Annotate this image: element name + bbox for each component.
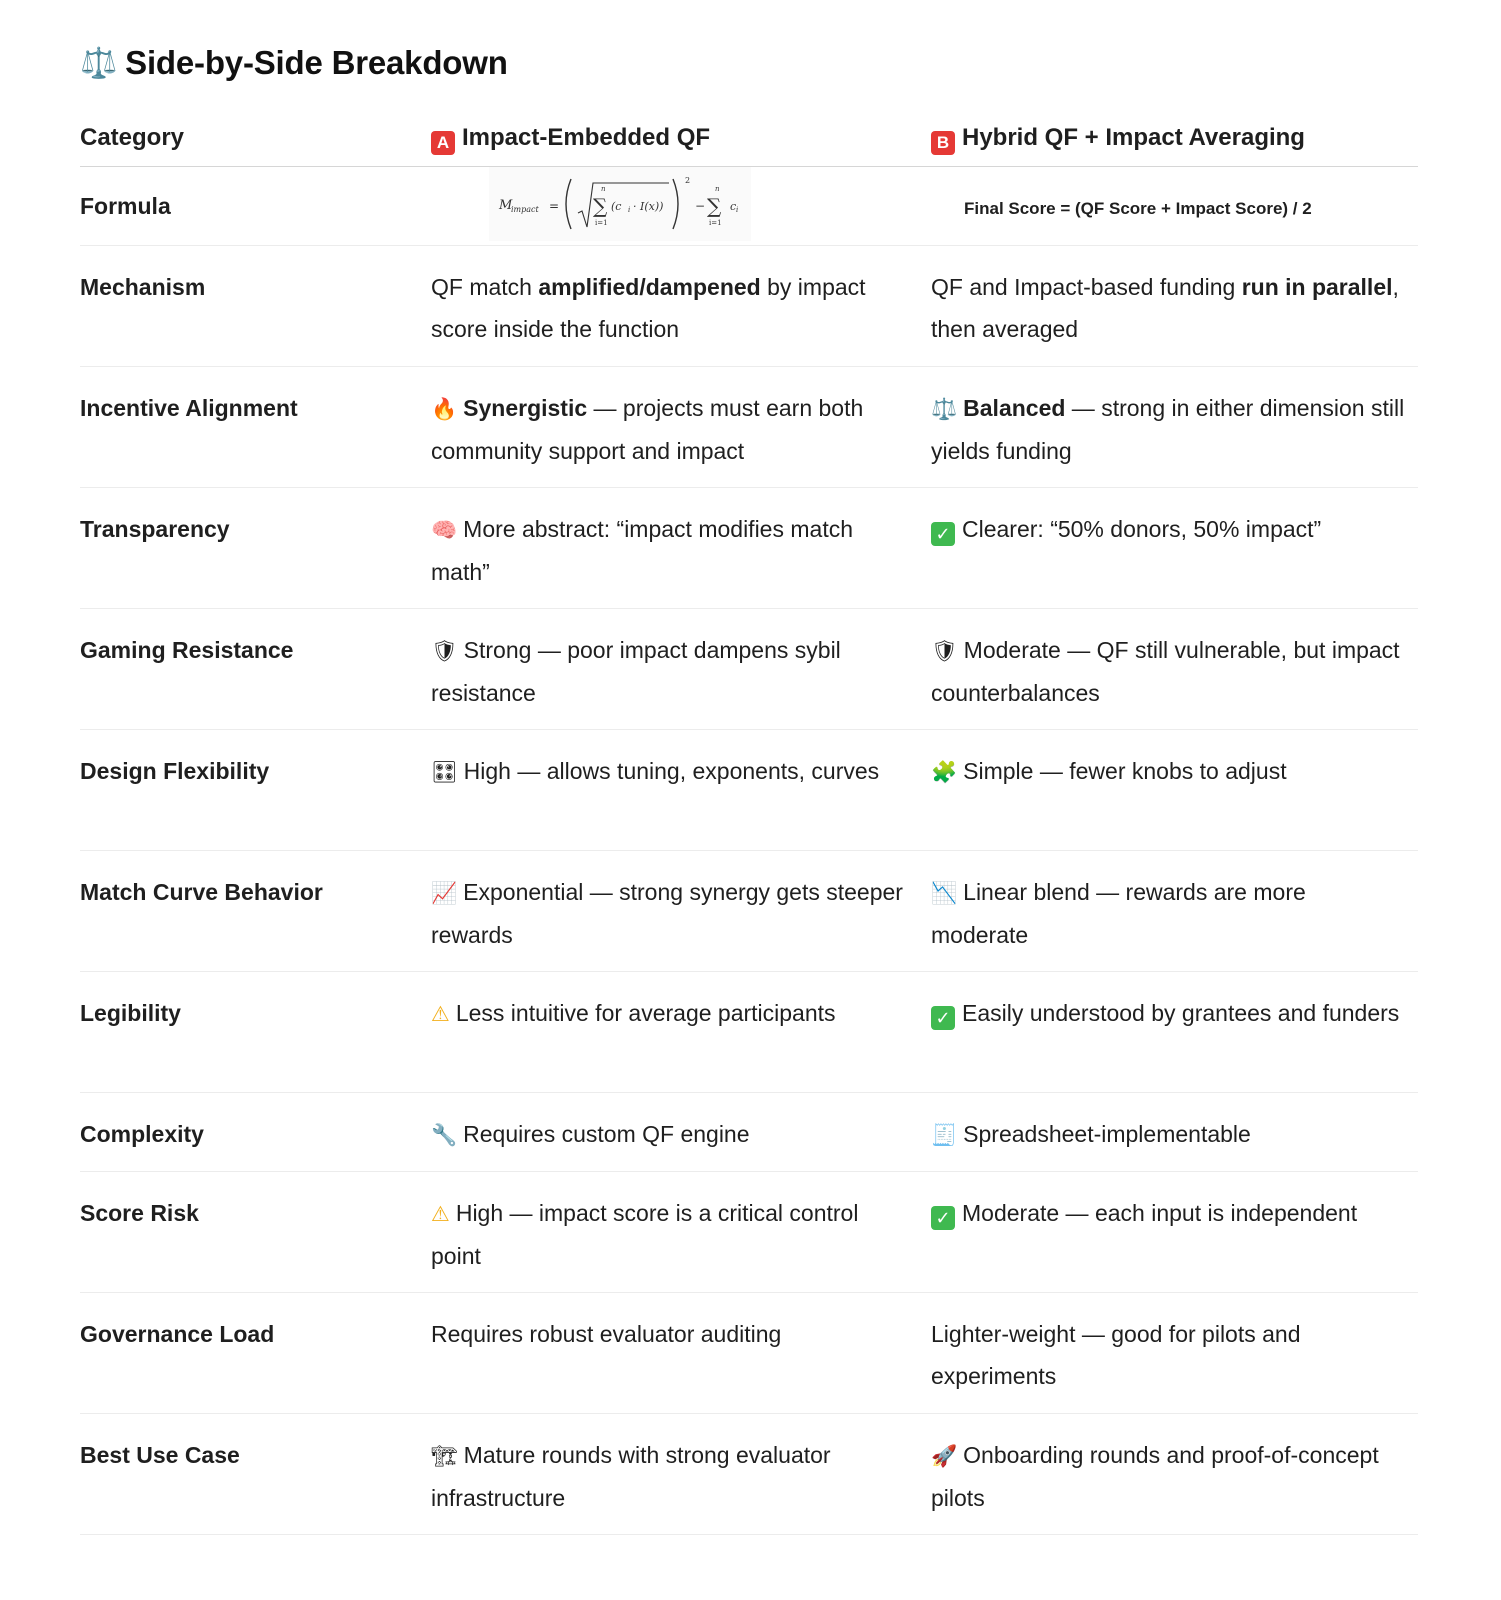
check-icon: ✓	[931, 522, 955, 546]
cell-option-a	[431, 1172, 931, 1292]
cell-text-pre: Strong — poor impact dampens sybil resistance	[431, 637, 841, 706]
svg-text:−: −	[695, 199, 706, 213]
cell-option-b	[931, 972, 1418, 1092]
formula-b-text: Final Score = (QF Score + Impact Score) / 2	[964, 199, 1312, 218]
row-label: Gaming Resistance	[80, 637, 294, 663]
table-row	[80, 730, 1418, 851]
cell-text-pre: High — impact score is a critical control point	[431, 1200, 859, 1269]
row-label: Complexity	[80, 1121, 204, 1147]
cell-text-pre: Easily understood by grantees and funders	[962, 1000, 1400, 1026]
check-icon: ✓	[931, 1206, 955, 1230]
cell-option-a	[431, 488, 931, 608]
b-letter-icon: B	[931, 131, 955, 155]
row-label: Match Curve Behavior	[80, 879, 323, 905]
cell-option-a	[431, 1093, 931, 1171]
table-row	[80, 367, 1418, 488]
cell-text-post: , then averaged	[931, 274, 1399, 342]
cell-text-bold: run in parallel	[1241, 274, 1393, 300]
row-label: Mechanism	[80, 274, 206, 300]
table-row	[80, 972, 1418, 1093]
cell-text-bold: Balanced	[963, 395, 1066, 421]
formula-n-top: n	[601, 185, 606, 193]
table-row	[80, 1093, 1418, 1172]
fire-icon: 🔥	[431, 397, 458, 421]
cell-option-a	[431, 246, 931, 366]
receipt-icon: 🧾	[931, 1123, 958, 1147]
page-title-text: Side-by-Side Breakdown	[125, 44, 508, 81]
cell-option-b	[931, 1093, 1418, 1171]
header-option-b-label: Hybrid QF + Impact Averaging	[962, 124, 1305, 151]
table-row	[80, 488, 1418, 609]
formula-n-top-2: n	[715, 185, 720, 193]
cell-option-b	[931, 246, 1418, 366]
chart-down-icon: 📉	[931, 881, 958, 905]
control-knobs-icon: 🎛	[431, 760, 458, 784]
header-option-a-label: Impact-Embedded QF	[462, 124, 711, 151]
table-header-row	[80, 110, 1418, 167]
cell-text-pre: Spreadsheet-implementable	[963, 1121, 1251, 1147]
svg-text:=: =	[549, 199, 560, 213]
cell-option-a	[431, 730, 931, 850]
header-category: Category	[80, 124, 185, 151]
table-row	[80, 851, 1418, 972]
row-label: Formula	[80, 193, 171, 219]
cell-text-bold: Synergistic	[463, 395, 588, 421]
formula-term2: · I(x))	[633, 200, 664, 213]
wrench-icon: 🔧	[431, 1123, 458, 1147]
formula-image	[489, 167, 751, 241]
cell-text-post: by impact score inside the function	[431, 274, 866, 342]
svg-text:∑: ∑	[593, 194, 608, 218]
rocket-icon: 🚀	[931, 1444, 958, 1468]
comparison-table	[80, 110, 1418, 1535]
cell-option-a	[431, 851, 931, 971]
svg-text:i: i	[628, 206, 631, 214]
row-label: Incentive Alignment	[80, 395, 298, 421]
cell-text-pre: Linear blend — rewards are more moderate	[931, 879, 1306, 948]
table-row	[80, 1414, 1418, 1535]
cell-option-b	[931, 488, 1418, 608]
cell-option-b	[931, 609, 1418, 729]
shield-icon: 🛡	[431, 639, 458, 663]
cell-option-b	[931, 1293, 1418, 1413]
scale-icon: ⚖️	[931, 397, 958, 421]
cell-text-pre: QF and Impact-based funding	[931, 274, 1242, 300]
cell-text-pre: Moderate — each input is independent	[962, 1200, 1358, 1226]
construction-icon: 🏗	[431, 1444, 458, 1468]
scale-icon: ⚖️	[80, 45, 118, 81]
formula-a-cell	[431, 167, 931, 245]
cell-text-pre: Requires custom QF engine	[463, 1121, 750, 1147]
cell-text-pre: Requires robust evaluator auditing	[431, 1321, 782, 1347]
cell-text-pre: Less intuitive for average participants	[455, 1000, 836, 1026]
cell-text-pre: Mature rounds with strong evaluator infrastructure	[431, 1442, 831, 1511]
cell-text-pre: Moderate — QF still vulnerable, but impact counterbalances	[931, 637, 1400, 706]
cell-option-a	[431, 1293, 931, 1413]
brain-icon: 🧠	[431, 518, 458, 542]
row-label: Design Flexibility	[80, 758, 270, 784]
formula-term: (c	[611, 200, 622, 213]
cell-text-pre: Simple — fewer knobs to adjust	[963, 758, 1287, 784]
cell-text-post: — projects must earn both community support and impact	[431, 395, 864, 464]
cell-option-a	[431, 972, 931, 1092]
formula-sup: 2	[685, 176, 691, 185]
formula-b-cell	[931, 167, 1418, 245]
cell-text-pre: High — allows tuning, exponents, curves	[463, 758, 880, 784]
table-row	[80, 1172, 1418, 1293]
formula-i-bottom: i=1	[595, 219, 608, 227]
row-label: Score Risk	[80, 1200, 199, 1226]
page-title	[80, 44, 508, 82]
cell-option-a	[431, 1414, 931, 1534]
header-option-b	[931, 117, 1418, 159]
table-row	[80, 246, 1418, 367]
row-label: Best Use Case	[80, 1442, 240, 1468]
formula-lhs: M	[499, 198, 513, 213]
svg-text:∑: ∑	[707, 194, 722, 218]
cell-option-b	[931, 1414, 1418, 1534]
chart-up-icon: 📈	[431, 881, 458, 905]
row-label: Governance Load	[80, 1321, 275, 1347]
table-row	[80, 1293, 1418, 1414]
shield-icon: 🛡	[931, 639, 958, 663]
cell-text-bold: amplified/dampened	[538, 274, 761, 300]
cell-option-a	[431, 609, 931, 729]
formula-lhs-sub: impact	[511, 205, 539, 214]
a-letter-icon: A	[431, 131, 455, 155]
puzzle-icon: 🧩	[931, 760, 958, 784]
row-label: Legibility	[80, 1000, 181, 1026]
cell-option-b	[931, 367, 1418, 487]
warning-icon: ⚠	[431, 1002, 450, 1026]
table-row	[80, 609, 1418, 730]
header-option-a	[431, 117, 931, 159]
check-icon: ✓	[931, 1006, 955, 1030]
formula-c: c	[730, 200, 737, 213]
cell-option-b	[931, 851, 1418, 971]
cell-option-a	[431, 367, 931, 487]
cell-text-pre: QF match	[431, 274, 539, 300]
cell-text-pre: Clearer: “50% donors, 50% impact”	[962, 516, 1322, 542]
cell-option-b	[931, 730, 1418, 850]
row-label: Transparency	[80, 516, 230, 542]
warning-icon: ⚠	[431, 1202, 450, 1226]
cell-text-pre: Onboarding rounds and proof-of-concept pilots	[931, 1442, 1379, 1511]
cell-text-pre: More abstract: “impact modifies match math”	[431, 516, 853, 585]
svg-text:i: i	[736, 206, 739, 214]
cell-text-pre: Exponential — strong synergy gets steeper rewards	[431, 879, 903, 948]
table-row-formula	[80, 167, 1418, 246]
formula-i-bottom-2: i=1	[709, 219, 722, 227]
cell-text-pre: Lighter-weight — good for pilots and experiments	[931, 1321, 1301, 1389]
cell-option-b	[931, 1172, 1418, 1292]
cell-text-post: — strong in either dimension still yields funding	[931, 395, 1405, 464]
